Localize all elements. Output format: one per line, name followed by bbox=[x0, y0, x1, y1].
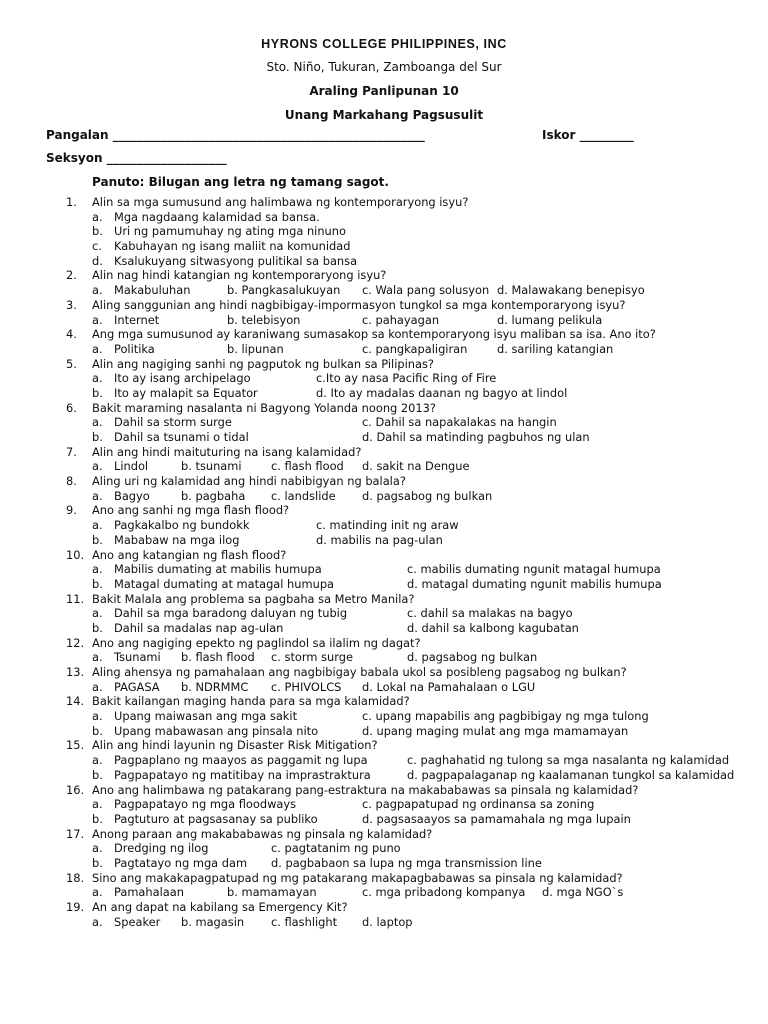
score-field: Iskor _________ bbox=[542, 128, 634, 142]
choice-option: d. matagal dumating ngunit mabilis humupa bbox=[407, 576, 662, 591]
choice-option: Pagtatayo ng mga dam bbox=[114, 855, 248, 870]
choice-option: c. matinding init ng araw bbox=[316, 518, 459, 533]
choice-row bbox=[0, 621, 768, 636]
choice-option: b. flash flood bbox=[181, 650, 255, 665]
choice-letter: a. bbox=[92, 914, 103, 929]
choice-row bbox=[0, 650, 768, 665]
choice-letter: a. bbox=[92, 709, 103, 724]
choice-row bbox=[0, 856, 768, 871]
choice-option: c. Dahil sa napakalakas na hangin bbox=[362, 415, 557, 430]
name-field: Pangalan ____________________________________________________ bbox=[46, 128, 425, 142]
question-number: 14. bbox=[66, 694, 85, 709]
choice-option: c. dahil sa malakas na bagyo bbox=[407, 606, 573, 621]
choice-letter: a. bbox=[92, 885, 103, 900]
question-text: Alin sa mga sumusund ang halimbawa ng kontemporaryong isyu? bbox=[92, 195, 469, 209]
choice-option: b. pagbaha bbox=[181, 488, 246, 503]
choice-option: Ksalukuyang sitwasyong pulitikal sa bansa bbox=[114, 253, 358, 268]
question-number: 13. bbox=[66, 665, 85, 679]
choice-row bbox=[0, 724, 768, 739]
choice-option: c. pahayagan bbox=[362, 312, 440, 327]
choice-row bbox=[0, 812, 768, 827]
choice-option: b. magasin bbox=[181, 914, 245, 929]
choice-option: c. pagpapatupad ng ordinansa sa zoning bbox=[362, 797, 595, 812]
choice-option: b. telebisyon bbox=[227, 312, 301, 327]
choice-letter: b. bbox=[92, 811, 103, 826]
question-3 bbox=[0, 298, 768, 313]
choice-option: d. Ito ay madalas daanan ng bagyo at lindol bbox=[316, 385, 568, 400]
choice-option: Dahil sa tsunami o tidal bbox=[114, 430, 249, 444]
question-text: Bakit maraming nasalanta ni Bagyong Yolanda noong 2013? bbox=[92, 400, 436, 415]
choice-letter: b. bbox=[92, 855, 103, 870]
question-text: Ano ang nagiging epekto ng paglindol sa ilalim ng dagat? bbox=[92, 635, 421, 650]
choice-option: Speaker bbox=[114, 914, 161, 929]
choice-row bbox=[0, 518, 768, 533]
question-4 bbox=[0, 327, 768, 342]
question-number: 2. bbox=[66, 268, 77, 283]
section-field: Seksyon ____________________ bbox=[46, 151, 227, 165]
question-text: Bakit Malala ang problema sa pagbaha sa Metro Manila? bbox=[92, 591, 415, 606]
choice-row bbox=[0, 680, 768, 695]
choice-option: b. lipunan bbox=[227, 341, 284, 356]
choice-option: Lindol bbox=[114, 459, 149, 474]
choice-letter: a. bbox=[92, 562, 103, 577]
question-number: 7. bbox=[66, 444, 77, 459]
question-text: An ang dapat na kabilang sa Emergency Kit? bbox=[92, 900, 348, 914]
choice-option: Pagkakalbo ng bundokk bbox=[114, 518, 250, 533]
question-number: 4. bbox=[66, 327, 77, 342]
question-text: Aling ahensya ng pamahalaan ang nagbibigay babala ukol sa posibleng pagsabog ng bulkan? bbox=[92, 665, 627, 679]
choice-row bbox=[0, 562, 768, 577]
choice-option: c. upang mapabilis ang pagbibigay ng mga tulong bbox=[362, 709, 649, 724]
choice-option: c. flashlight bbox=[271, 914, 338, 929]
question-number: 6. bbox=[66, 400, 77, 415]
choice-letter: b. bbox=[92, 532, 103, 547]
question-11 bbox=[0, 592, 768, 607]
choice-option: d. dahil sa kalbong kagubatan bbox=[407, 620, 579, 635]
choice-option: b. NDRMMC bbox=[181, 679, 249, 694]
question-5 bbox=[0, 357, 768, 372]
question-text: Sino ang makakapagpatupad ng mg patakarang makapagbabawas sa pinsala ng kalamidad? bbox=[92, 870, 623, 885]
question-15 bbox=[0, 738, 768, 753]
choice-row bbox=[0, 885, 768, 900]
choice-option: Upang maiwasan ang mga sakit bbox=[114, 709, 298, 724]
question-number: 17. bbox=[66, 826, 85, 841]
choice-letter: b. bbox=[92, 620, 103, 635]
question-1 bbox=[0, 195, 768, 210]
question-19 bbox=[0, 900, 768, 915]
choice-option: c. pagtatanim ng puno bbox=[271, 841, 401, 856]
choice-letter: a. bbox=[92, 650, 103, 665]
choice-option: Mababaw na mga ilog bbox=[114, 532, 240, 547]
choice-option: d. pagsasaayos sa pamamahala ng mga lupain bbox=[362, 811, 631, 826]
choice-option: Matagal dumating at matagal humupa bbox=[114, 576, 335, 591]
question-16 bbox=[0, 783, 768, 798]
choice-row bbox=[0, 841, 768, 856]
choice-option: Mabilis dumating at mabilis humupa bbox=[114, 562, 322, 577]
choice-option: d. pagsabog ng bulkan bbox=[362, 488, 493, 503]
choice-option: c. mga pribadong kompanya bbox=[362, 885, 526, 900]
choice-option: c. PHIVOLCS bbox=[271, 679, 342, 694]
choice-option: c. Wala pang solusyon bbox=[362, 283, 490, 298]
choice-option: d. Malawakang benepisyo bbox=[497, 283, 645, 298]
choice-row bbox=[0, 606, 768, 621]
choice-option: Dredging ng ilog bbox=[114, 841, 209, 856]
question-text: Alin ang hindi layunin ng Disaster Risk Mitigation? bbox=[92, 738, 378, 753]
question-2 bbox=[0, 268, 768, 283]
question-text: Ang mga sumusunod ay karaniwang sumasakop sa kontemporaryong isyu maliban sa isa. Ano ito? bbox=[92, 327, 656, 342]
choice-letter: a. bbox=[92, 371, 103, 386]
choice-row bbox=[0, 313, 768, 328]
choice-option: d. upang maging mulat ang mga mamamayan bbox=[362, 723, 629, 738]
question-13 bbox=[0, 665, 768, 680]
school-address: Sto. Niño, Tukuran, Zamboanga del Sur bbox=[266, 60, 502, 74]
choice-option: Politika bbox=[114, 341, 155, 356]
choice-letter: b. bbox=[92, 767, 103, 782]
question-text: Bakit kailangan maging handa para sa mga kalamidad? bbox=[92, 694, 410, 709]
choice-option: b. Pangkasalukuyan bbox=[227, 283, 341, 298]
choice-letter: a. bbox=[92, 606, 103, 621]
choice-option: Bagyo bbox=[114, 488, 150, 503]
question-number: 3. bbox=[66, 297, 77, 312]
question-6 bbox=[0, 401, 768, 416]
choice-option: Pagpapatayo ng mga floodways bbox=[114, 797, 297, 812]
choice-option: d. sakit na Dengue bbox=[362, 459, 470, 474]
choice-option: b. mamamayan bbox=[227, 885, 317, 900]
choice-row bbox=[0, 489, 768, 504]
question-number: 1. bbox=[66, 195, 77, 209]
choice-letter: d. bbox=[92, 253, 103, 268]
question-8 bbox=[0, 474, 768, 489]
choice-option: b. tsunami bbox=[181, 459, 242, 474]
choice-letter: b. bbox=[92, 723, 103, 738]
question-text: Aling sanggunian ang hindi nagbibigay-impormasyon tungkol sa mga kontemporaryong isyu? bbox=[92, 297, 626, 312]
question-text: Aling uri ng kalamidad ang hindi nabibigyan ng balala? bbox=[92, 474, 406, 489]
question-number: 19. bbox=[66, 900, 85, 914]
choice-row bbox=[0, 342, 768, 357]
choice-letter: a. bbox=[92, 797, 103, 812]
question-text: Alin ang nagiging sanhi ng pagputok ng bulkan sa Pilipinas? bbox=[92, 356, 434, 371]
choice-row bbox=[0, 283, 768, 298]
choice-option: Upang mabawasan ang pinsala nito bbox=[114, 723, 319, 738]
choice-row bbox=[0, 797, 768, 812]
choice-option: d. Lokal na Pamahalaan o LGU bbox=[362, 679, 536, 694]
question-number: 8. bbox=[66, 474, 77, 489]
choice-option: c. mabilis dumating ngunit matagal humupa bbox=[407, 562, 661, 577]
school-name: HYRONS COLLEGE PHILIPPINES, INC bbox=[261, 37, 507, 51]
choice-letter: a. bbox=[92, 283, 103, 298]
choice-row bbox=[0, 415, 768, 430]
choice-option: PAGASA bbox=[114, 679, 160, 694]
choice-option: Mga nagdaang kalamidad sa bansa. bbox=[114, 209, 320, 224]
choice-row bbox=[0, 709, 768, 724]
question-18 bbox=[0, 871, 768, 886]
choice-letter: a. bbox=[92, 312, 103, 327]
choice-row bbox=[0, 224, 768, 239]
choice-row bbox=[0, 239, 768, 254]
choice-option: c. pangkapaligiran bbox=[362, 341, 468, 356]
choice-option: Dahil sa storm surge bbox=[114, 415, 232, 430]
choice-row bbox=[0, 386, 768, 401]
choice-letter: a. bbox=[92, 209, 103, 224]
choice-option: Pagpapatayo ng matitibay na imprastraktura bbox=[114, 767, 371, 782]
choice-row bbox=[0, 753, 768, 768]
choice-option: d. pagbabaon sa lupa ng mga transmission line bbox=[271, 855, 542, 870]
question-number: 18. bbox=[66, 870, 85, 885]
question-text: Alin nag hindi katangian ng kontemporaryong isyu? bbox=[92, 268, 387, 283]
question-number: 11. bbox=[66, 591, 85, 606]
question-text: Alin ang hindi maituturing na isang kalamidad? bbox=[92, 444, 362, 459]
choice-option: c. paghahatid ng tulong sa mga nasalanta ng kalamidad bbox=[407, 753, 730, 768]
question-14 bbox=[0, 694, 768, 709]
choice-option: Ito ay malapit sa Equator bbox=[114, 385, 258, 400]
choice-letter: a. bbox=[92, 488, 103, 503]
question-17 bbox=[0, 827, 768, 842]
question-number: 12. bbox=[66, 635, 85, 650]
choice-option: Ito ay isang archipelago bbox=[114, 371, 251, 386]
choice-option: c.Ito ay nasa Pacific Ring of Fire bbox=[316, 371, 497, 386]
choice-option: d. laptop bbox=[362, 914, 413, 929]
choice-option: Pamahalaan bbox=[114, 885, 184, 900]
choice-row bbox=[0, 254, 768, 269]
choice-option: c. landslide bbox=[271, 488, 336, 503]
choice-letter: a. bbox=[92, 753, 103, 768]
question-number: 16. bbox=[66, 782, 85, 797]
choice-row bbox=[0, 371, 768, 386]
question-text: Ano ang sanhi ng mga flash flood? bbox=[92, 503, 290, 518]
choice-letter: a. bbox=[92, 459, 103, 474]
choice-row bbox=[0, 768, 768, 783]
question-number: 15. bbox=[66, 738, 85, 753]
question-number: 5. bbox=[66, 356, 77, 371]
choice-letter: a. bbox=[92, 341, 103, 356]
choice-letter: a. bbox=[92, 841, 103, 856]
choice-option: Internet bbox=[114, 312, 160, 327]
question-7 bbox=[0, 445, 768, 460]
choice-letter: a. bbox=[92, 415, 103, 430]
choice-option: Kabuhayan ng isang maliit na komunidad bbox=[114, 239, 351, 254]
choice-option: Dahil sa mga baradong daluyan ng tubig bbox=[114, 606, 348, 621]
choice-letter: b. bbox=[92, 430, 103, 444]
choice-letter: c. bbox=[92, 239, 102, 254]
question-text: Ano ang halimbawa ng patakarang pang-estraktura na makababawas sa pinsala ng kalamidad? bbox=[92, 782, 639, 797]
exam-title: Unang Markahang Pagsusulit bbox=[284, 108, 484, 122]
choice-option: Dahil sa madalas nap ag-ulan bbox=[114, 620, 284, 635]
choice-option: Tsunami bbox=[114, 650, 161, 665]
instructions: Panuto: Bilugan ang letra ng tamang sagot. bbox=[92, 175, 389, 189]
choice-option: Uri ng pamumuhay ng ating mga ninuno bbox=[114, 224, 346, 239]
question-10 bbox=[0, 548, 768, 563]
choice-row bbox=[0, 577, 768, 592]
choice-option: Makabuluhan bbox=[114, 283, 191, 298]
choice-row bbox=[0, 430, 768, 445]
choice-letter: b. bbox=[92, 576, 103, 591]
question-list bbox=[0, 195, 768, 929]
choice-option: d. sariling katangian bbox=[497, 341, 614, 356]
question-text: Ano ang katangian ng flash flood? bbox=[92, 547, 287, 562]
choice-option: d. mga NGO`s bbox=[542, 885, 624, 900]
choice-option: d. Dahil sa matinding pagbuhos ng ulan bbox=[362, 430, 590, 444]
choice-letter: b. bbox=[92, 385, 103, 400]
choice-letter: a. bbox=[92, 679, 103, 694]
question-12 bbox=[0, 636, 768, 651]
choice-option: d. pagsabog ng bulkan bbox=[407, 650, 538, 665]
question-number: 9. bbox=[66, 503, 77, 518]
question-9 bbox=[0, 503, 768, 518]
choice-option: d. mabilis na pag-ulan bbox=[316, 532, 443, 547]
choice-option: d. lumang pelikula bbox=[497, 312, 603, 327]
choice-option: Pagtuturo at pagsasanay sa publiko bbox=[114, 811, 318, 826]
choice-row bbox=[0, 210, 768, 225]
choice-option: c. storm surge bbox=[271, 650, 353, 665]
question-text: Anong paraan ang makababawas ng pinsala ng kalamidad? bbox=[92, 826, 433, 841]
choice-option: c. flash flood bbox=[271, 459, 344, 474]
choice-letter: b. bbox=[92, 224, 103, 239]
choice-row bbox=[0, 459, 768, 474]
choice-option: d. pagpapalaganap ng kaalamanan tungkol sa kalamidad bbox=[407, 767, 735, 782]
question-number: 10. bbox=[66, 547, 85, 562]
choice-option: Pagpaplano ng maayos as paggamit ng lupa bbox=[114, 753, 368, 768]
choice-row bbox=[0, 915, 768, 930]
choice-row bbox=[0, 533, 768, 548]
choice-letter: a. bbox=[92, 518, 103, 533]
subject-title: Araling Panlipunan 10 bbox=[309, 84, 459, 98]
